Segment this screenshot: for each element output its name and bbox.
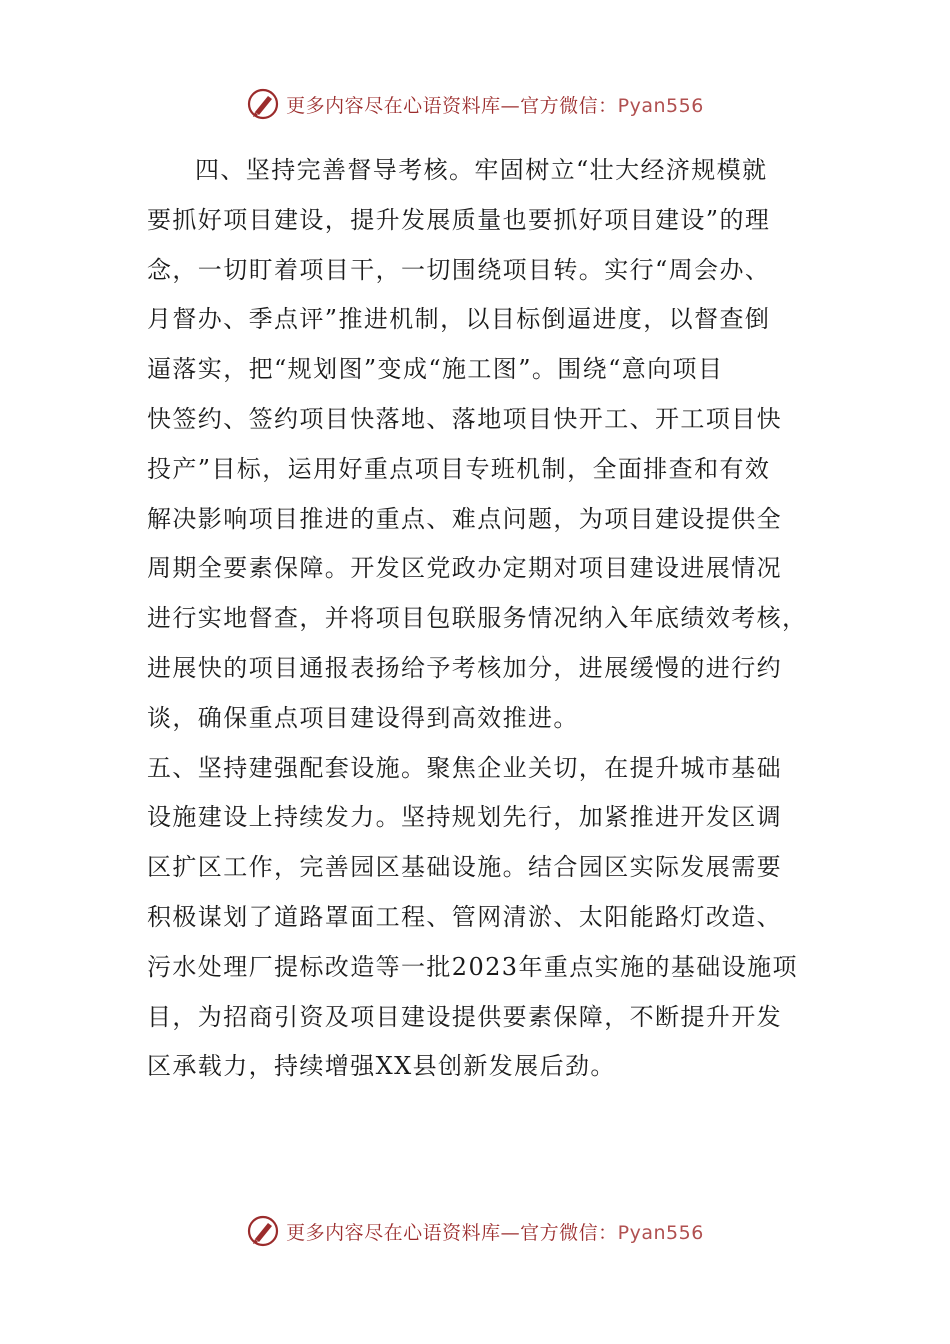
text-line: 进展快的项目通报表扬给予考核加分，进展缓慢的进行约 <box>147 653 782 682</box>
watermark-text: 更多内容尽在心语资料库—官方微信：Pyan556 <box>286 1221 704 1244</box>
text-line: 污水处理厂提标改造等一批2023年重点实施的基础设施项 <box>147 952 798 981</box>
paragraph-4 <box>147 146 807 744</box>
text-line: 进行实地督查，并将项目包联服务情况纳入年底绩效考核， <box>147 604 808 633</box>
text-line: 解决影响项目推进的重点、难点问题，为项目建设提供全 <box>147 504 782 533</box>
text-line: 设施建设上持续发力。坚持规划先行，加紧推进开发区调 <box>147 803 782 832</box>
text-line: 逼落实，把“规划图”变成“施工图”。围绕“意向项目 <box>147 355 724 384</box>
text-line: 周期全要素保障。开发区党政办定期对项目建设进展情况 <box>147 554 782 583</box>
watermark-text: 更多内容尽在心语资料库—官方微信：Pyan556 <box>286 94 704 117</box>
text-line: 区承载力，持续增强XX县创新发展后劲。 <box>147 1052 616 1081</box>
document-body <box>147 146 807 1092</box>
text-line: 月督办、季点评”推进机制，以目标倒逼进度，以督查倒 <box>147 305 771 334</box>
watermark-footer <box>0 1211 950 1251</box>
text-line: 五、坚持建强配套设施。聚焦企业关切，在提升城市基础 <box>147 753 782 782</box>
pen-logo-icon <box>246 1214 280 1248</box>
text-line: 目，为招商引资及项目建设提供要素保障，不断提升开发 <box>147 1002 782 1031</box>
watermark-header <box>0 84 950 124</box>
wechat-id: Pyan556 <box>617 1221 704 1244</box>
wechat-id: Pyan556 <box>617 94 704 117</box>
text-line: 谈，确保重点项目建设得到高效推进。 <box>147 703 579 732</box>
text-line: 要抓好项目建设，提升发展质量也要抓好项目建设”的理 <box>147 205 771 234</box>
pen-logo-icon <box>246 87 280 121</box>
paragraph-5 <box>147 744 807 1093</box>
text-line: 念，一切盯着项目干，一切围绕项目转。实行“周会办、 <box>147 255 771 284</box>
text-line: 四、坚持完善督导考核。牢固树立“壮大经济规模就 <box>195 156 768 184</box>
text-line: 区扩区工作，完善园区基础设施。结合园区实际发展需要 <box>147 853 782 882</box>
text-line: 快签约、签约项目快落地、落地项目快开工、开工项目快 <box>147 404 782 433</box>
text-line: 积极谋划了道路罩面工程、管网清淤、太阳能路灯改造、 <box>147 902 782 931</box>
text-line: 投产”目标，运用好重点项目专班机制，全面排查和有效 <box>147 454 771 483</box>
